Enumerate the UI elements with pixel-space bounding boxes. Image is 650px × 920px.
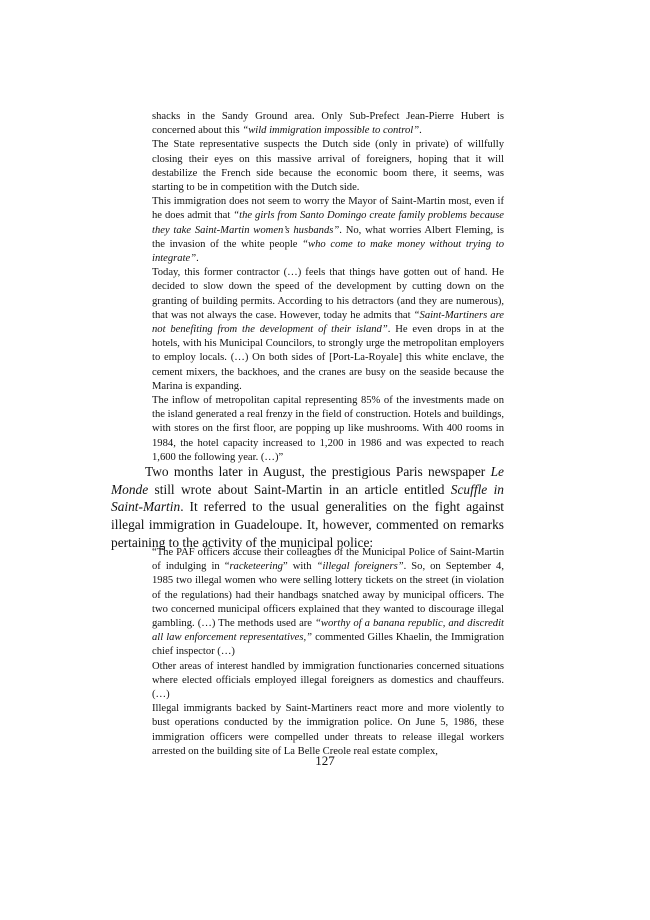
text-run: shacks in the Sandy Ground area. Only Sub-Prefect Jean-Pierre Hubert is concerned about this [152,111,504,137]
body-paragraph [111,463,504,552]
text-run: . [196,253,199,265]
block-quote-bottom [152,546,504,759]
quote-paragraph [152,546,504,660]
italic-quote: “wild immigration impossible to control” [242,125,420,137]
quote-paragraph: The State representative suspects the Dutch side (only in private) of willfully closing their eyes on this massive arrival of foreigners, hoping that it will destabilize the French side because the economic boom there, it seems, was starting to be in competition with the Dutch side. [152,139,504,194]
text-run: ” with [282,561,317,573]
italic-quote: “who come to make money without trying to integrate” [152,238,504,265]
italic-quote: “illegal foreigners” [316,561,404,573]
text-run: Two months later in August, the prestigious Paris newspaper [145,464,491,479]
text-run: commented Gilles Khaelin, the Immigration chief inspector (…) [152,632,504,658]
quote-paragraph [152,266,504,394]
italic-quote: “the girls from Santo Domingo create family problems because they take Saint-Martin women’s husbands” [152,210,504,236]
quote-paragraph: Other areas of interest handled by immigration functionaries concerned situations where elected officials employed illegal foreigners as domestics and chauffeurs. (…) [152,660,504,701]
italic-quote: “worthy of a banana republic, and discredit all law enforcement representatives,” [152,618,504,644]
text-run: . He even drops in at the hotels, with his Municipal Councilors, to strongly urge the metropolitan employers to employ locals. (…) On both sides of [Port-La-Royale] this white enclave, the cement mixers, the backhoes, and the cranes are busy on the seaside because the Marina is expanding. [152,324,505,392]
text-run: . So, on September 4, 1985 two illegal women who were selling lottery tickets on the street (in violation of the regulations) had their handbags snatched away by municipal officers. The two concerned municipal officers explained that they wanted to discourage illegal gambling. (…) The methods used are [152,561,504,630]
text-run: Today, this former contractor (…) feels that things have gotten out of hand. He decided to slow down the speed of the development by cutting down on the granting of building permits. According to his detractors (and they are numerous), that was not always the case. However, today he admits that [152,267,504,321]
quote-paragraph [152,195,504,266]
quote-paragraph [152,110,504,138]
text-run: “The PAF officers accuse their colleagues of the Municipal Police of Saint-Martin of indulging in “ [152,547,504,573]
text-run: . [419,125,422,137]
text-run: This immigration does not seem to worry the Mayor of Saint-Martin most, even if he does admit that [152,196,504,222]
italic-term: racketeering [229,561,283,573]
article-title: Scuffle in Saint-Martin [111,481,505,515]
page-number: 127 [315,753,335,768]
text-run: . No, what worries Albert Fleming, is the invasion of the white people [152,224,504,250]
italic-quote: “Saint-Martiners are not benefiting from the development of their island” [152,309,504,336]
quote-paragraph: Illegal immigrants backed by Saint-Martiners react more and more violently to bust operations conducted by the immigration police. On June 5, 1986, these immigration officers were compelled under threats to release illegal workers arrested on the building site of La Belle Creole real estate complex, [152,703,504,757]
newspaper-title: Le Monde [111,464,504,497]
quote-paragraph: The inflow of metropolitan capital representing 85% of the investments made on the island generated a real frenzy in the field of construction. Hotels and buildings, with stores on the first floor, are popping up like mushrooms. With 400 rooms in 1984, the hotel capacity increased to 1,200 in 1986 and was expected to reach 1,600 the following year. (…)” [152,395,504,463]
block-quote-top [152,110,504,465]
text-run: still wrote about Saint-Martin in an article entitled [148,481,451,497]
text-run: . It referred to the usual generalities on the fight against illegal immigration in Guadeloupe. It, however, commented on remarks pertaining to the activity of the municipal police: [111,499,504,550]
